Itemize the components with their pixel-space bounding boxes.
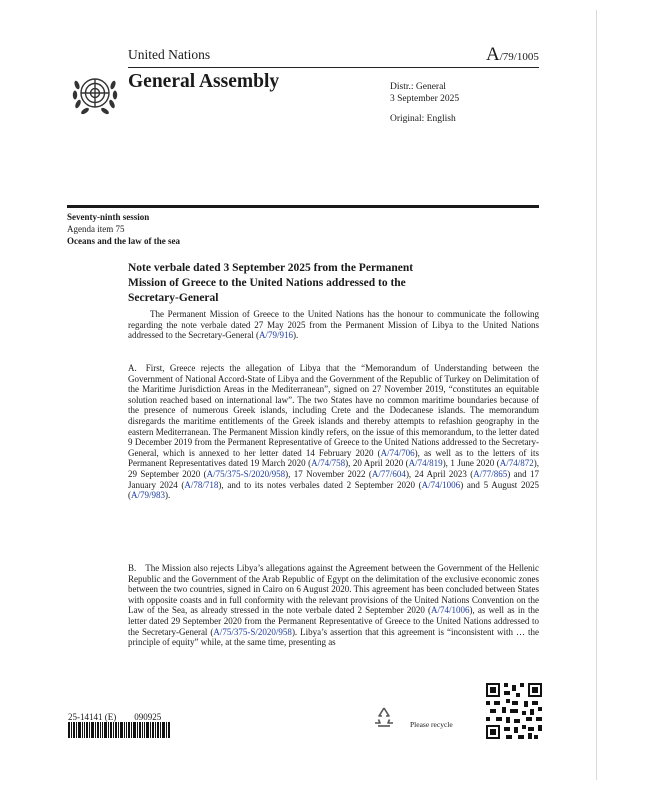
document-job-number: 25-14141 (E) 090925 (68, 712, 162, 722)
doc-link[interactable]: A/79/916 (258, 330, 293, 341)
session-name: Seventy-ninth session (67, 212, 150, 222)
un-emblem-icon (70, 71, 120, 121)
doc-link[interactable]: A/74/758 (311, 458, 346, 469)
session-info (67, 211, 180, 247)
barcode-icon (68, 722, 170, 738)
recycle-icon (372, 706, 396, 728)
qr-code-icon[interactable] (486, 683, 542, 739)
doc-link[interactable]: A/74/819 (408, 458, 443, 469)
distribution-label: Distr.: General (390, 82, 446, 92)
agenda-title: Oceans and the law of the sea (67, 236, 180, 246)
doc-link[interactable]: A/78/718 (184, 479, 219, 490)
doc-link[interactable]: A/77/865 (473, 468, 508, 479)
session-rule (67, 205, 539, 208)
document-title: Note verbale dated 3 September 2025 from the Permanent Mission of Greece to the United Nations addressed to the Secretary-General (128, 262, 414, 304)
paragraph-a: A. First, Greece rejects the allegation of Libya that the “Memorandum of Understanding between the Government of National Accord-State of Libya and the Government of the Republic of Turkey on Delimitation of the Maritime Jurisdiction Areas in the Mediterranean”, signed on 27 November 2019, “constitutes an equitable solution reached based on international law”. The two States have no common maritime boundaries because of the presence of numerous Greek islands, including Crete and the Dodecanese islands. The memorandum disregards the maritime entitlements of the Greek islands and thereby attempts to refashion geography in the eastern Mediterranean. The Permanent Mission kindly refers, on the issue of this memorandum, to the letter dated 9 December 2019 from the Permanent Representative of Greece to the United Nations addressed to the Secretary-General, which is annexed to her letter dated 14 February 2020 (A/74/706), as well as to the letters of its Permanent Representatives dated 19 March 2020 (A/74/758), 20 April 2020 (A/74/819), 1 June 2020 (A/74/872), 29 September 2020 (A/75/375-S/2020/958), 17 November 2022 (A/77/604), 24 April 2023 (A/77/865) and 17 January 2024 (A/78/718), and to its notes verbales dated 2 September 2020 (A/74/1006) and 5 August 2025 (A/79/983). (128, 363, 540, 501)
original-language: Original: English (390, 114, 456, 124)
header-rule (128, 67, 539, 68)
doc-link[interactable]: A/74/1006 (421, 479, 461, 490)
doc-link[interactable]: A/79/983 (131, 490, 166, 501)
doc-link[interactable]: A/75/375-S/2020/958 (206, 468, 286, 479)
general-assembly-heading: General Assembly (128, 71, 280, 92)
document-date: 3 September 2025 (390, 94, 460, 104)
organization-name: United Nations (128, 47, 211, 62)
doc-link[interactable]: A/74/1006 (430, 605, 470, 616)
please-recycle-label: Please recycle (410, 720, 453, 729)
document-symbol: A/79/1005 (486, 44, 539, 65)
doc-link[interactable]: A/74/706 (380, 447, 415, 458)
doc-link[interactable]: A/77/604 (371, 468, 406, 479)
distribution-block (390, 81, 459, 105)
doc-link[interactable]: A/75/375-S/2020/958 (213, 626, 292, 637)
agenda-item: Agenda item 75 (67, 224, 125, 234)
paragraph-b: B. The Mission also rejects Libya’s allegations against the Agreement between the Government of the Hellenic Republic and the Government of the Arab Republic of Egypt on the delimitation of the exclusive economic zones between the two countries, signed in Cairo on 6 August 2020. This agreement has been concluded between States with opposite coasts and in full conformity with the relevant provisions of the United Nations Convention on the Law of the Sea, as already stressed in the note verbale dated 2 September 2020 (A/74/1006), as well as in the letter dated 29 September 2020 from the Permanent Representative of Greece to the United Nations addressed to the Secretary-General (A/75/375-S/2020/958). Libya’s assertion that this agreement is “inconsistent with … the principle of equity” while, at the same time, presenting as (128, 563, 539, 648)
page-edge-line (596, 10, 597, 780)
paragraph-intro: The Permanent Mission of Greece to the United Nations has the honour to communicate the following regarding the note verbale dated 27 May 2025 from the Permanent Mission of Libya to the United Nations addressed to the Secretary-General (A/79/916). (128, 309, 539, 341)
doc-link[interactable]: A/74/872 (499, 458, 534, 469)
